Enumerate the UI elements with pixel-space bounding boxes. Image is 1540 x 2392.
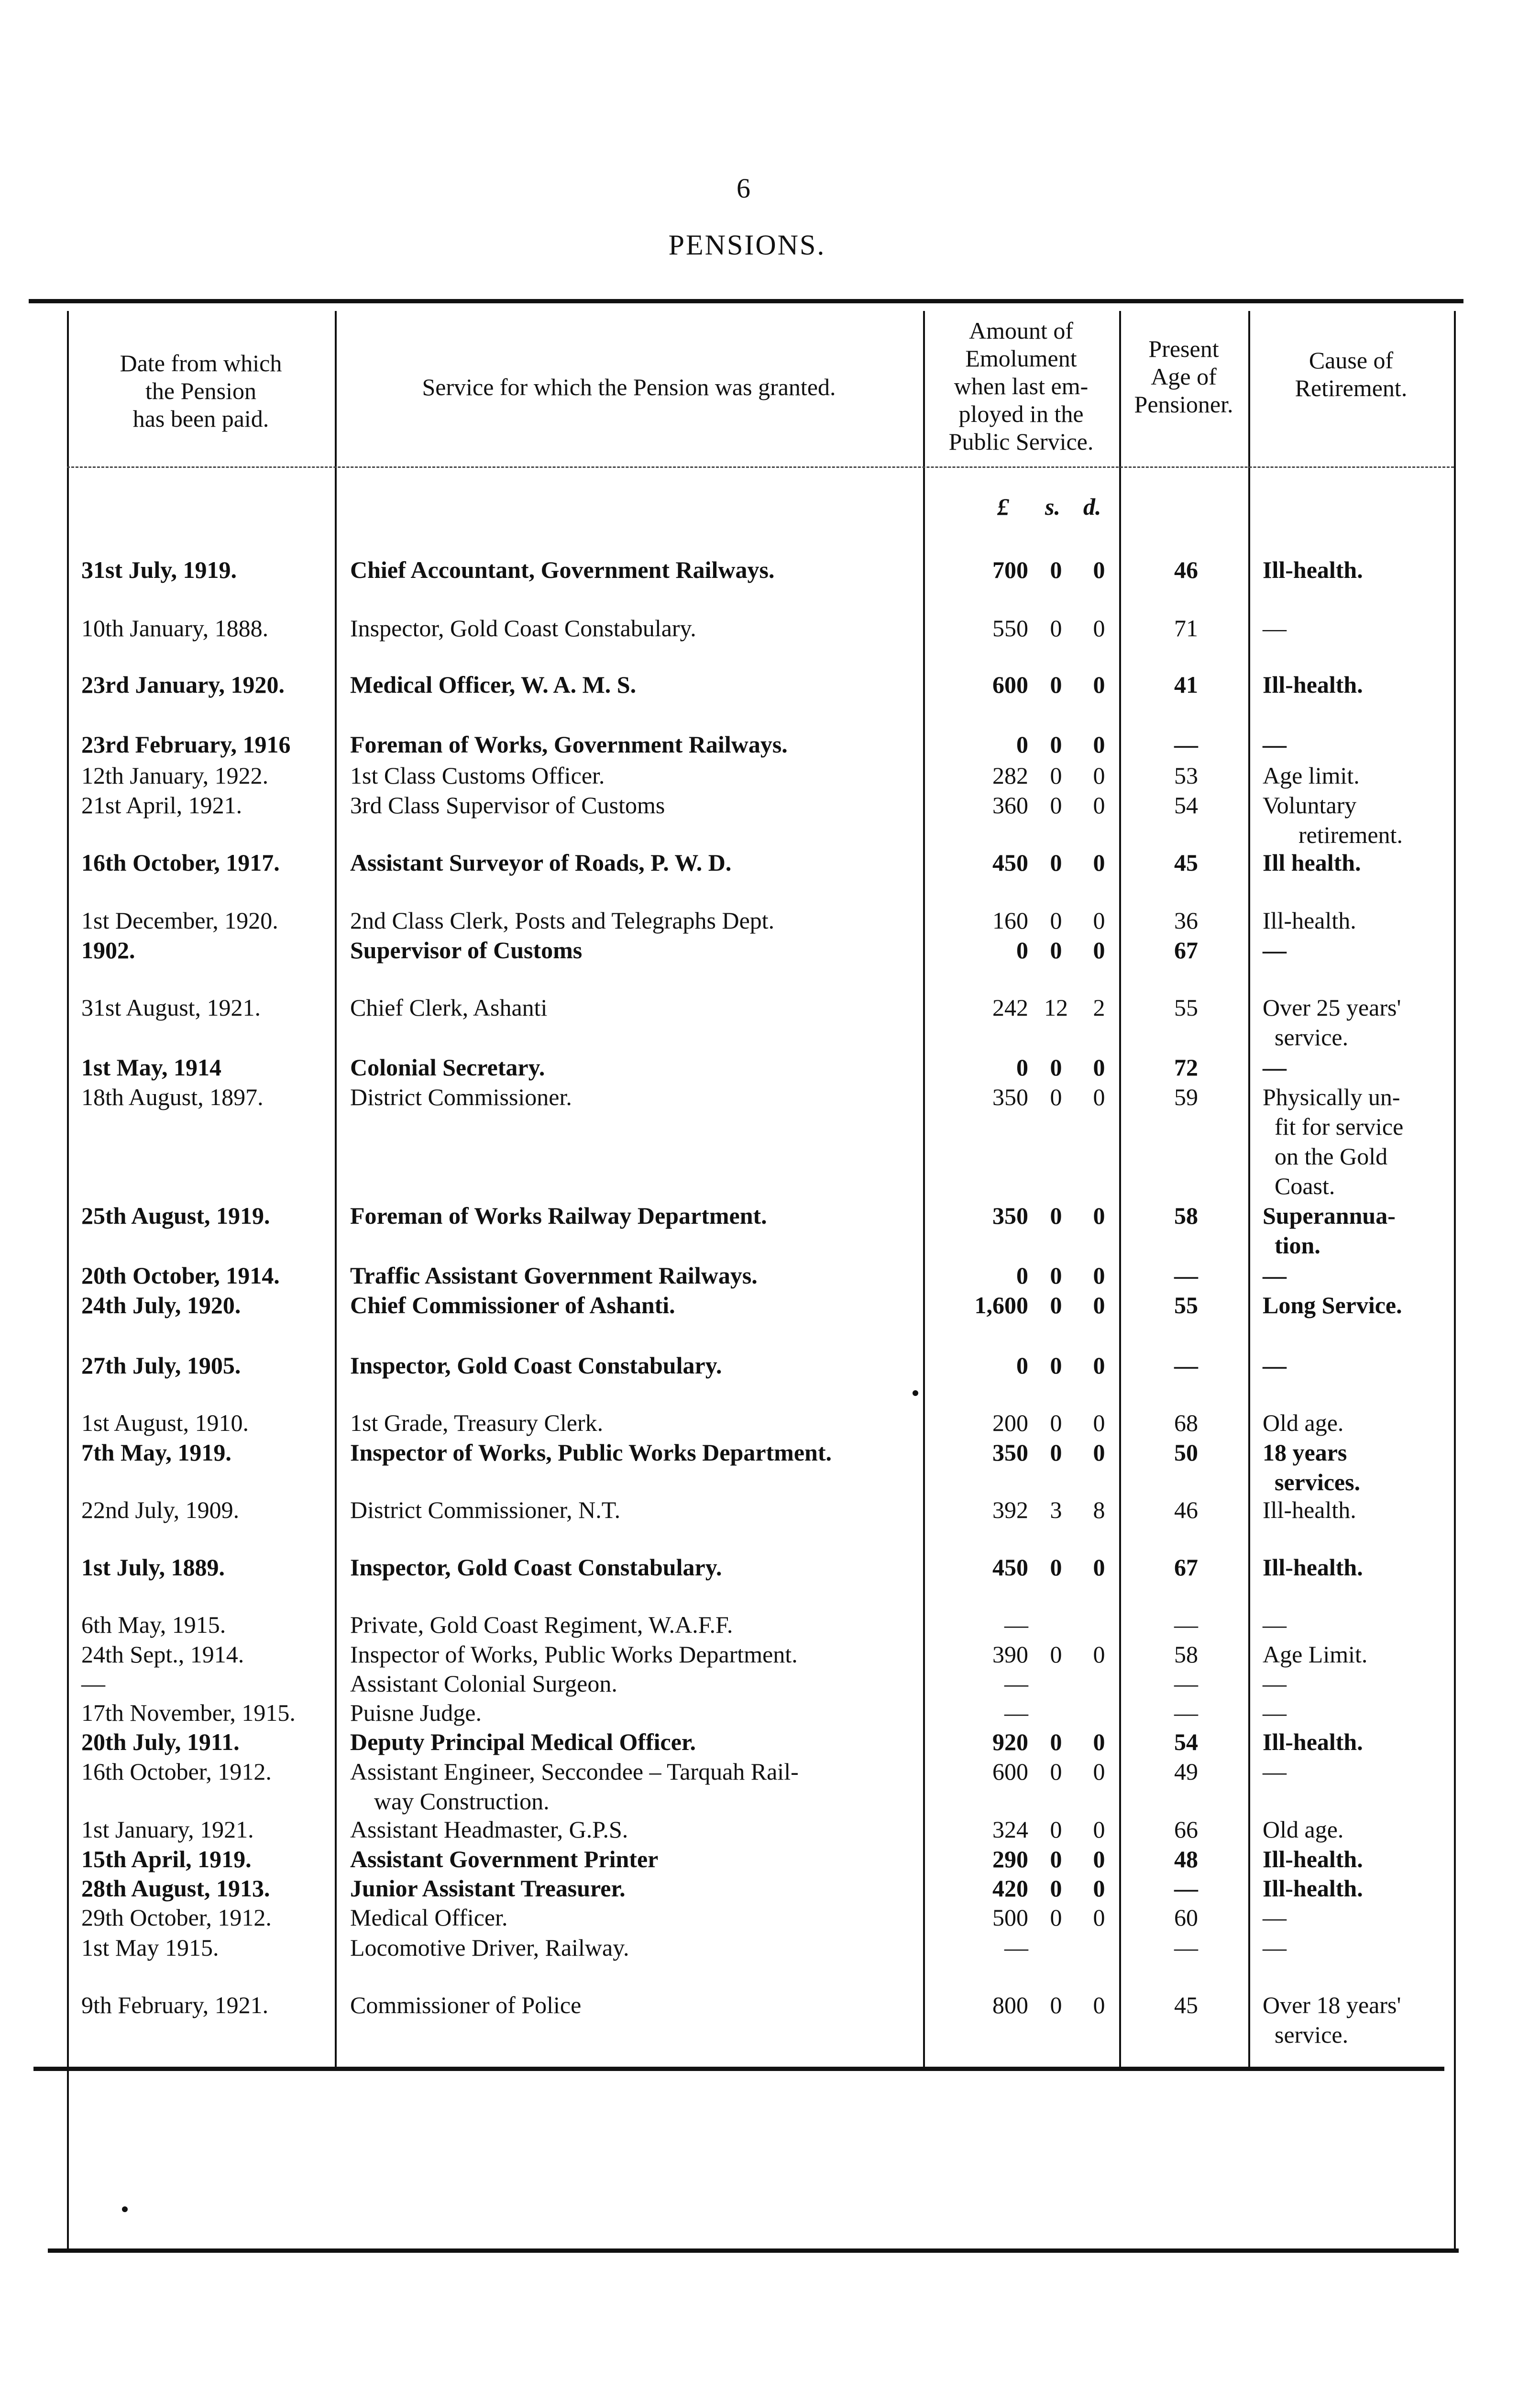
cell-pounds: 390 [992,1641,1028,1668]
cell-date: 1st January, 1921. [81,1816,254,1843]
cell-shillings: 12 [1044,994,1068,1021]
cell-cause: — [1263,1670,1287,1697]
cell-pounds: 0 [1016,1352,1028,1379]
cell-cause: Old age. [1263,1409,1344,1436]
cell-service: Medical Officer. [350,1904,508,1931]
cell-cause: Over 25 years' service. [1263,994,1401,1051]
cell-date: 23rd January, 1920. [81,671,285,698]
header-age: Present Age of Pensioner. [1134,335,1233,418]
cell-pounds: 0 [1016,937,1028,963]
cell-date: 9th February, 1921. [81,1992,269,2018]
cell-age: 46 [1174,1496,1198,1523]
cell-age: 46 [1174,556,1198,583]
cell-pounds: — [1004,1670,1028,1697]
cell-pounds: 0 [1016,1054,1028,1081]
cell-shillings: 0 [1050,937,1062,963]
divider-amount-age [1119,311,1121,2067]
cell-date: 10th January, 1888. [81,615,269,642]
cell-age: 48 [1174,1846,1198,1872]
cell-cause: Ill-health. [1263,1846,1363,1872]
cell-age: 58 [1174,1202,1198,1229]
cell-date: 16th October, 1912. [81,1758,272,1785]
page-title: PENSIONS. [668,229,826,261]
cell-age: — [1174,1934,1198,1961]
cell-service: Chief Clerk, Ashanti [350,994,548,1021]
cell-service: Private, Gold Coast Regiment, W.A.F.F. [350,1611,733,1638]
cell-pence: 0 [1093,1054,1105,1081]
cell-cause: Over 18 years' service. [1263,1992,1401,2048]
cell-cause: Ill-health. [1263,1554,1363,1581]
stray-dot [913,1390,918,1396]
cell-shillings: 0 [1050,1262,1062,1289]
cell-pence: 0 [1093,1904,1105,1931]
cell-date: 27th July, 1905. [81,1352,241,1379]
cell-pence: 0 [1093,762,1105,789]
cell-cause: — [1263,1611,1287,1638]
cell-pounds: 800 [992,1992,1028,2018]
cell-pounds: 160 [992,907,1028,934]
cell-service: Junior Assistant Treasurer. [350,1875,626,1902]
cell-pounds: 600 [992,671,1028,698]
cell-age: 45 [1174,849,1198,876]
cell-service: Locomotive Driver, Railway. [350,1934,629,1961]
cell-shillings: 0 [1050,1554,1062,1581]
cell-service: Assistant Government Printer [350,1846,659,1872]
cell-date: 21st April, 1921. [81,792,242,819]
cell-pence: 0 [1093,1846,1105,1872]
cell-pounds: 450 [992,849,1028,876]
cell-date: 6th May, 1915. [81,1611,226,1638]
unit-pence: d. [1083,493,1101,520]
cell-service: 1st Class Customs Officer. [350,762,605,789]
cell-cause: Age limit. [1263,762,1360,789]
cell-age: 55 [1174,1292,1198,1318]
cell-service: Colonial Secretary. [350,1054,545,1081]
cell-service: Assistant Headmaster, G.P.S. [350,1816,628,1843]
cell-age: — [1174,1699,1198,1726]
cell-date: 18th August, 1897. [81,1084,264,1110]
cell-service: Chief Commissioner of Ashanti. [350,1292,675,1318]
divider-age-cause [1248,311,1250,2067]
cell-date: 16th October, 1917. [81,849,280,876]
cell-pounds: — [1004,1611,1028,1638]
cell-age: 45 [1174,1992,1198,2018]
cell-cause: Ill-health. [1263,556,1363,583]
cell-date: 1st May 1915. [81,1934,219,1961]
cell-pence: 0 [1093,937,1105,963]
cell-pence: 0 [1093,1875,1105,1902]
cell-shillings: 0 [1050,615,1062,642]
cell-service: Assistant Colonial Surgeon. [350,1670,617,1697]
cell-age: 59 [1174,1084,1198,1110]
cell-cause: — [1263,1352,1287,1379]
cell-cause: — [1263,1934,1287,1961]
cell-shillings: 0 [1050,1202,1062,1229]
cell-pounds: 0 [1016,731,1028,758]
cell-date: 29th October, 1912. [81,1904,272,1931]
cell-pounds: 600 [992,1758,1028,1785]
cell-shillings: 0 [1050,1352,1062,1379]
cell-service: 1st Grade, Treasury Clerk. [350,1409,604,1436]
cell-service: District Commissioner, N.T. [350,1496,621,1523]
cell-pounds: 392 [992,1496,1028,1523]
cell-shillings: 0 [1050,1816,1062,1843]
cell-service: Traffic Assistant Government Railways. [350,1262,758,1289]
table-top-rule [29,299,1463,303]
table-bottom-rule [33,2067,1444,2071]
cell-pence: 0 [1093,556,1105,583]
cell-pounds: 0 [1016,1262,1028,1289]
cell-service: 2nd Class Clerk, Posts and Telegraphs Dept. [350,907,775,934]
cell-pence: 0 [1093,731,1105,758]
cell-service: Puisne Judge. [350,1699,482,1726]
cell-pounds: 360 [992,792,1028,819]
cell-shillings: 0 [1050,849,1062,876]
cell-pounds: 324 [992,1816,1028,1843]
cell-pence: 2 [1093,994,1105,1021]
cell-age: 53 [1174,762,1198,789]
cell-cause: — [1263,1758,1287,1785]
cell-pounds: 242 [992,994,1028,1021]
cell-date: 1st May, 1914 [81,1054,222,1081]
cell-date: 22nd July, 1909. [81,1496,240,1523]
cell-date: 23rd February, 1916 [81,731,291,758]
cell-pounds: 200 [992,1409,1028,1436]
cell-cause: Ill health. [1263,849,1361,876]
cell-age: 55 [1174,994,1198,1021]
cell-shillings: 0 [1050,1084,1062,1110]
cell-age: 50 [1174,1439,1198,1466]
cell-age: — [1174,731,1198,758]
cell-date: 15th April, 1919. [81,1846,252,1872]
cell-age: 41 [1174,671,1198,698]
cell-cause: Voluntary retirement. [1263,792,1403,848]
cell-service: Inspector, Gold Coast Constabulary. [350,615,696,642]
cell-cause: Ill-health. [1263,1875,1363,1902]
cell-service: Inspector, Gold Coast Constabulary. [350,1554,722,1581]
cell-pence: 0 [1093,671,1105,698]
cell-age: 68 [1174,1409,1198,1436]
cell-service: Inspector, Gold Coast Constabulary. [350,1352,722,1379]
cell-cause: Age Limit. [1263,1641,1368,1668]
cell-pounds: 350 [992,1084,1028,1110]
cell-cause: Long Service. [1263,1292,1402,1318]
cell-cause: Ill-health. [1263,1728,1363,1755]
cell-pence: 0 [1093,1728,1105,1755]
cell-shillings: 0 [1050,1875,1062,1902]
cell-pence: 0 [1093,1202,1105,1229]
cell-shillings: 0 [1050,1054,1062,1081]
header-date: Date from which the Pension has been paid. [120,350,282,432]
frame-left-rule [67,311,69,2248]
cell-date: 1902. [81,937,135,963]
cell-pounds: 420 [992,1875,1028,1902]
cell-date: 1st August, 1910. [81,1409,249,1436]
cell-age: 49 [1174,1758,1198,1785]
cell-shillings: 0 [1050,731,1062,758]
cell-age: 54 [1174,1728,1198,1755]
cell-pounds: 550 [992,615,1028,642]
cell-cause: Ill-health. [1263,1496,1356,1523]
cell-pounds: 290 [992,1846,1028,1872]
cell-pence: 0 [1093,1992,1105,2018]
stray-dot [122,2206,128,2212]
header-amount: Amount of Emolument when last em- ployed in the Public Service. [948,317,1094,455]
cell-shillings: 0 [1050,1641,1062,1668]
cell-cause: Ill-health. [1263,671,1363,698]
cell-pence: 0 [1093,1352,1105,1379]
cell-age: 60 [1174,1904,1198,1931]
cell-age: 66 [1174,1816,1198,1843]
cell-shillings: 0 [1050,1992,1062,2018]
cell-pence: 0 [1093,907,1105,934]
unit-pounds: £ [997,493,1009,520]
cell-service: Supervisor of Customs [350,937,583,963]
cell-cause: Old age. [1263,1816,1344,1843]
cell-date: 31st July, 1919. [81,556,237,583]
cell-date: 24th Sept., 1914. [81,1641,244,1668]
cell-cause: — [1263,615,1287,642]
divider-date-service [335,311,337,2067]
cell-age: — [1174,1670,1198,1697]
cell-age: 36 [1174,907,1198,934]
cell-cause: — [1263,1054,1287,1081]
cell-pence: 0 [1093,1262,1105,1289]
cell-date: 20th July, 1911. [81,1728,240,1755]
cell-shillings: 0 [1050,1439,1062,1466]
cell-pounds: — [1004,1934,1028,1961]
cell-shillings: 0 [1050,907,1062,934]
cell-date: 24th July, 1920. [81,1292,241,1318]
cell-service: Commissioner of Police [350,1992,582,2018]
cell-cause: — [1263,1904,1287,1931]
cell-age: 71 [1174,615,1198,642]
cell-date: 7th May, 1919. [81,1439,231,1466]
cell-age: 72 [1174,1054,1198,1081]
cell-date: — [81,1670,105,1697]
frame-right-rule [1454,311,1456,2248]
cell-service: 3rd Class Supervisor of Customs [350,792,665,819]
cell-date: 31st August, 1921. [81,994,261,1021]
cell-cause: 18 years services. [1263,1439,1361,1495]
cell-pounds: 700 [992,556,1028,583]
cell-pounds: 450 [992,1554,1028,1581]
cell-pounds: 920 [992,1728,1028,1755]
cell-service: Assistant Surveyor of Roads, P. W. D. [350,849,732,876]
cell-pounds: 500 [992,1904,1028,1931]
cell-shillings: 0 [1050,762,1062,789]
cell-service: District Commissioner. [350,1084,572,1110]
cell-date: 12th January, 1922. [81,762,269,789]
cell-date: 17th November, 1915. [81,1699,296,1726]
cell-cause: — [1263,731,1287,758]
cell-age: 67 [1174,1554,1198,1581]
cell-date: 28th August, 1913. [81,1875,270,1902]
cell-pence: 0 [1093,1758,1105,1785]
cell-pence: 0 [1093,1292,1105,1318]
header-cause: Cause of Retirement. [1295,347,1408,401]
cell-cause: — [1263,1699,1287,1726]
cell-age: — [1174,1352,1198,1379]
cell-pence: 8 [1093,1496,1105,1523]
cell-cause: — [1263,1262,1287,1289]
cell-pounds: 282 [992,762,1028,789]
cell-service: Foreman of Works, Government Railways. [350,731,788,758]
cell-pence: 0 [1093,1084,1105,1110]
cell-cause: — [1263,937,1287,963]
cell-service: Medical Officer, W. A. M. S. [350,671,637,698]
cell-shillings: 3 [1050,1496,1062,1523]
cell-cause: Ill-health. [1263,907,1356,934]
cell-shillings: 0 [1050,1846,1062,1872]
cell-pounds: 350 [992,1202,1028,1229]
cell-shillings: 0 [1050,1292,1062,1318]
cell-service: Foreman of Works Railway Department. [350,1202,767,1229]
cell-age: — [1174,1875,1198,1902]
cell-date: 20th October, 1914. [81,1262,280,1289]
cell-service: Chief Accountant, Government Railways. [350,556,775,583]
cell-pence: 0 [1093,849,1105,876]
page-bottom-rule [48,2248,1459,2253]
cell-pence: 0 [1093,1439,1105,1466]
cell-pence: 0 [1093,792,1105,819]
cell-cause: Superannua- tion. [1263,1202,1396,1259]
cell-date: 1st July, 1889. [81,1554,225,1581]
cell-service: Assistant Engineer, Seccondee – Tarquah Rail- way Construction. [350,1758,799,1815]
cell-date: 1st December, 1920. [81,907,278,934]
cell-age: 67 [1174,937,1198,963]
cell-shillings: 0 [1050,671,1062,698]
cell-shillings: 0 [1050,1758,1062,1785]
header-service: Service for which the Pension was granted. [422,374,836,400]
cell-pounds: — [1004,1699,1028,1726]
page-number: 6 [737,173,750,204]
cell-age: — [1174,1611,1198,1638]
unit-shillings: s. [1045,493,1060,520]
cell-pounds: 350 [992,1439,1028,1466]
cell-cause: Physically un- fit for service on the Gold Coast. [1263,1084,1404,1199]
cell-age: 54 [1174,792,1198,819]
cell-date: 25th August, 1919. [81,1202,270,1229]
cell-shillings: 0 [1050,1728,1062,1755]
cell-pounds: 1,600 [974,1292,1028,1318]
cell-shillings: 0 [1050,792,1062,819]
cell-shillings: 0 [1050,556,1062,583]
cell-age: — [1174,1262,1198,1289]
cell-shillings: 0 [1050,1409,1062,1436]
cell-pence: 0 [1093,615,1105,642]
cell-pence: 0 [1093,1554,1105,1581]
cell-age: 58 [1174,1641,1198,1668]
cell-pence: 0 [1093,1409,1105,1436]
cell-shillings: 0 [1050,1904,1062,1931]
cell-pence: 0 [1093,1816,1105,1843]
cell-pence: 0 [1093,1641,1105,1668]
header-dashed-rule [67,466,1454,468]
cell-service: Deputy Principal Medical Officer. [350,1728,696,1755]
cell-service: Inspector of Works, Public Works Department. [350,1641,798,1668]
cell-service: Inspector of Works, Public Works Department. [350,1439,832,1466]
